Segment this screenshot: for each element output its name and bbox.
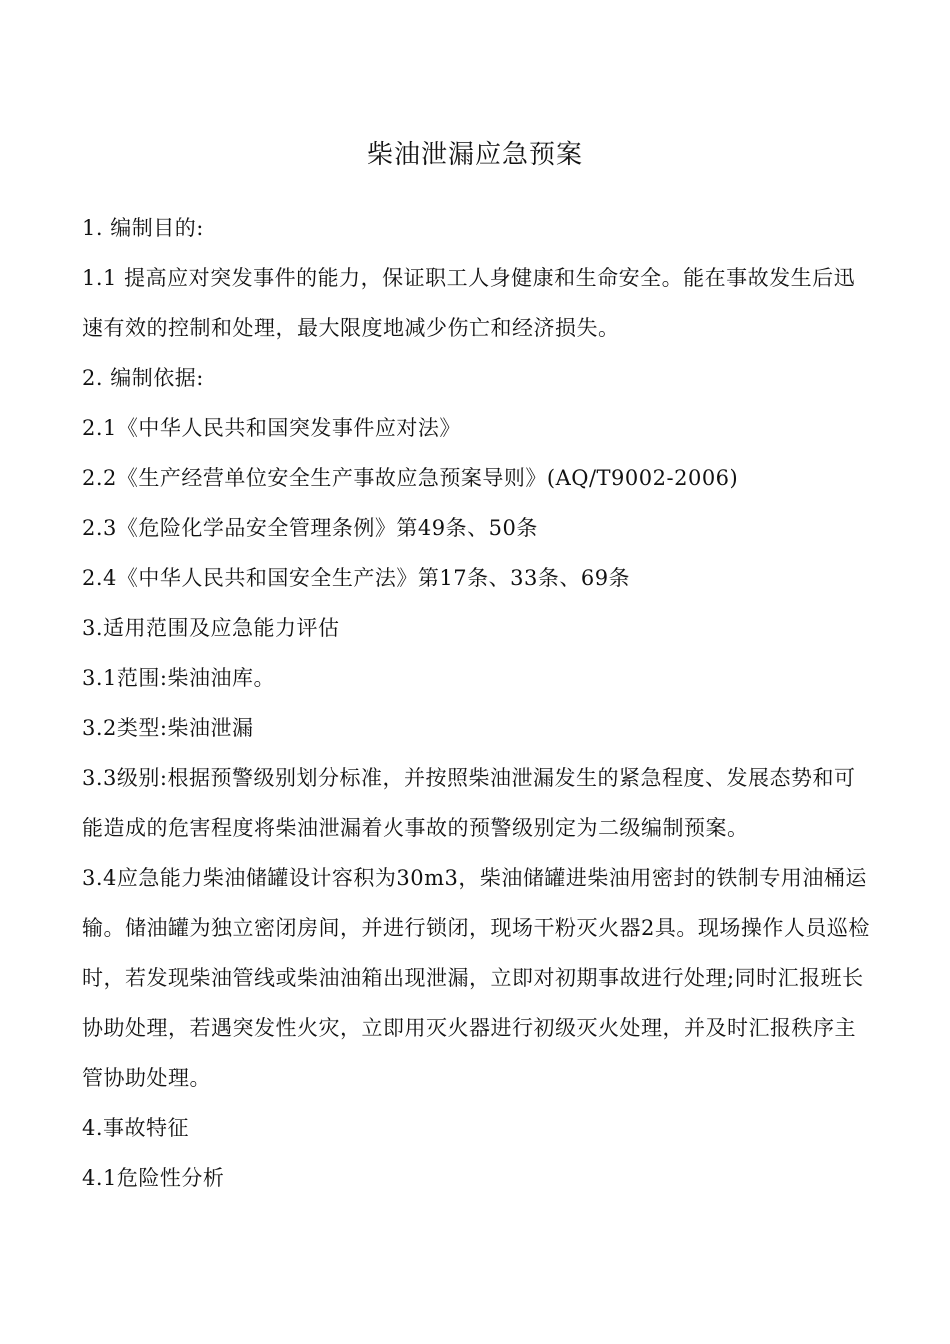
paragraph-1-1: 1.1 提高应对突发事件的能力，保证职工人身健康和生命安全。能在事故发生后迅速有效的控制和处理，最大限度地减少伤亡和经济损失。 [82, 266, 856, 340]
section-heading-3: 3.适用范围及应急能力评估 [82, 616, 340, 640]
paragraph-3-2: 3.2类型:柴油泄漏 [82, 716, 254, 740]
paragraph-2-2: 2.2《生产经营单位安全生产事故应急预案导则》(AQ/T9002-2006) [82, 466, 739, 490]
paragraph-3-4: 3.4应急能力柴油储罐设计容积为30m3，柴油储罐进柴油用密封的铁制专用油桶运输。储油罐为独立密闭房间，并进行锁闭，现场干粉灭火器2具。现场操作人员巡检时，若发现柴油管线或柴油油箱出现泄漏，立即对初期事故进行处理;同时汇报班长协助处理，若遇突发性火灾，立即用灭火器进行初级灭火处理，并及时汇报秩序主管协助处理。 [82, 866, 870, 1090]
document-body [82, 203, 872, 1203]
document-title: 柴油泄漏应急预案 [366, 140, 583, 170]
paragraph-2-3: 2.3《危险化学品安全管理条例》第49条、50条 [82, 516, 538, 540]
paragraph-3-1: 3.1范围:柴油油库。 [82, 666, 275, 690]
section-heading-1: 1. 编制目的: [82, 216, 204, 240]
paragraph-2-1: 2.1《中华人民共和国突发事件应对法》 [82, 416, 461, 440]
section-heading-4: 4.事故特征 [82, 1116, 190, 1140]
section-heading-2: 2. 编制依据: [82, 366, 204, 390]
paragraph-4-1: 4.1危险性分析 [82, 1166, 225, 1190]
paragraph-2-4: 2.4《中华人民共和国安全生产法》第17条、33条、69条 [82, 566, 631, 590]
paragraph-3-3: 3.3级别:根据预警级别划分标准，并按照柴油泄漏发生的紧急程度、发展态势和可能造成的危害程度将柴油泄漏着火事故的预警级别定为二级编制预案。 [82, 766, 856, 840]
